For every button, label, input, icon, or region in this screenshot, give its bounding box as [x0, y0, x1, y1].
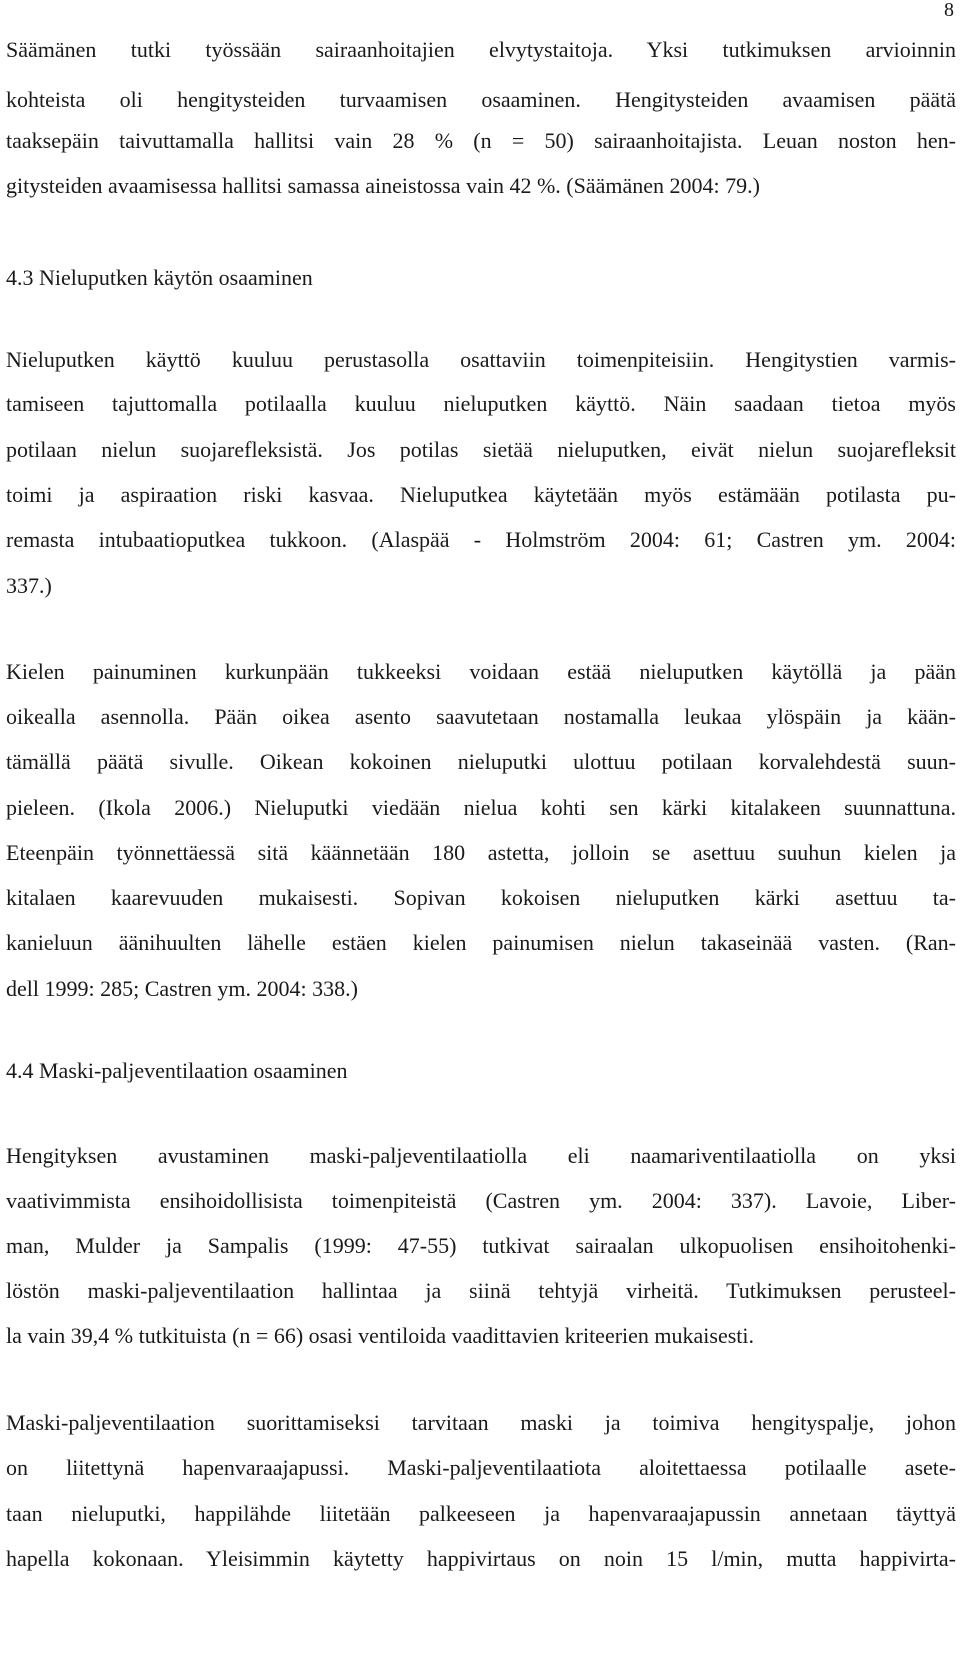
- text-line: on liitettynä hapenvaraajapussi. Maski-paljeventilaatiota aloitettaessa potilaalle asete-: [6, 1455, 956, 1480]
- text-line: hapella kokonaan. Yleisimmin käytetty happivirtaus on noin 15 l/min, mutta happivirta-: [6, 1546, 956, 1571]
- text-line: löstön maski-paljeventilaation hallintaa ja siinä tehtyjä virheitä. Tutkimuksen perusteel-: [6, 1278, 956, 1303]
- text-line: Kielen painuminen kurkunpään tukkeeksi voidaan estää nieluputken käytöllä ja pään: [6, 659, 956, 684]
- text-line: kitalaen kaarevuuden mukaisesti. Sopivan kokoisen nieluputken kärki asettuu ta-: [6, 885, 956, 910]
- page-number: 8: [944, 0, 954, 21]
- text-line: taan nieluputki, happilähde liitetään palkeeseen ja hapenvaraajapussin annetaan täyttyä: [6, 1501, 956, 1526]
- text-line: dell 1999: 285; Castren ym. 2004: 338.): [6, 976, 358, 1001]
- text-line: Hengityksen avustaminen maski-paljeventilaatiolla eli naamariventilaatiolla on yksi: [6, 1143, 956, 1168]
- text-line: potilaan nielun suojarefleksistä. Jos potilas sietää nieluputken, eivät nielun suojarefleksit: [6, 437, 956, 462]
- text-line: kanieluun äänihuulten lähelle estäen kielen painumisen nielun takaseinää vasten. (Ran-: [6, 930, 956, 955]
- text-line: man, Mulder ja Sampalis (1999: 47-55) tutkivat sairaalan ulkopuolisen ensihoitohenki-: [6, 1233, 956, 1258]
- text-line: tamiseen tajuttomalla potilaalla kuuluu nieluputken käyttö. Näin saadaan tietoa myös: [6, 391, 956, 416]
- section-heading: 4.3 Nieluputken käytön osaaminen: [6, 265, 313, 290]
- text-line: Säämänen tutki työssään sairaanhoitajien elvytystaitoja. Yksi tutkimuksen arvioinnin: [6, 37, 956, 62]
- text-line: vaativimmista ensihoidollisista toimenpiteistä (Castren ym. 2004: 337). Lavoie, Liber-: [6, 1188, 956, 1213]
- text-line: taaksepäin taivuttamalla hallitsi vain 28 % (n = 50) sairaanhoitajista. Leuan noston hen-: [6, 128, 956, 153]
- text-line: kohteista oli hengitysteiden turvaamisen osaaminen. Hengitysteiden avaamisen päätä: [6, 87, 956, 112]
- text-line: Nieluputken käyttö kuuluu perustasolla osattaviin toimenpiteisiin. Hengitystien varmis-: [6, 347, 956, 372]
- text-line: pieleen. (Ikola 2006.) Nieluputki viedään nielua kohti sen kärki kitalakeen suunnattuna.: [6, 795, 956, 820]
- text-line: remasta intubaatioputkea tukkoon. (Alaspää - Holmström 2004: 61; Castren ym. 2004:: [6, 527, 956, 552]
- text-line: tämällä päätä sivulle. Oikean kokoinen nieluputki ulottuu potilaan korvalehdestä suun-: [6, 749, 956, 774]
- text-line: oikealla asennolla. Pään oikea asento saavutetaan nostamalla leukaa ylöspäin ja kään-: [6, 704, 956, 729]
- text-line: 337.): [6, 573, 52, 598]
- text-line: Maski-paljeventilaation suorittamiseksi tarvitaan maski ja toimiva hengityspalje, johon: [6, 1410, 956, 1435]
- text-line: gitysteiden avaamisessa hallitsi samassa aineistossa vain 42 %. (Säämänen 2004: 79.): [6, 173, 760, 198]
- text-line: Eteenpäin työnnettäessä sitä käännetään 180 astetta, jolloin se asettuu suuhun kielen ja: [6, 840, 956, 865]
- section-heading: 4.4 Maski-paljeventilaation osaaminen: [6, 1058, 348, 1083]
- text-line: toimi ja aspiraation riski kasvaa. Nieluputkea käytetään myös estämään potilasta pu-: [6, 482, 956, 507]
- text-line: la vain 39,4 % tutkituista (n = 66) osasi ventiloida vaadittavien kriteerien mukaisesti.: [6, 1323, 755, 1348]
